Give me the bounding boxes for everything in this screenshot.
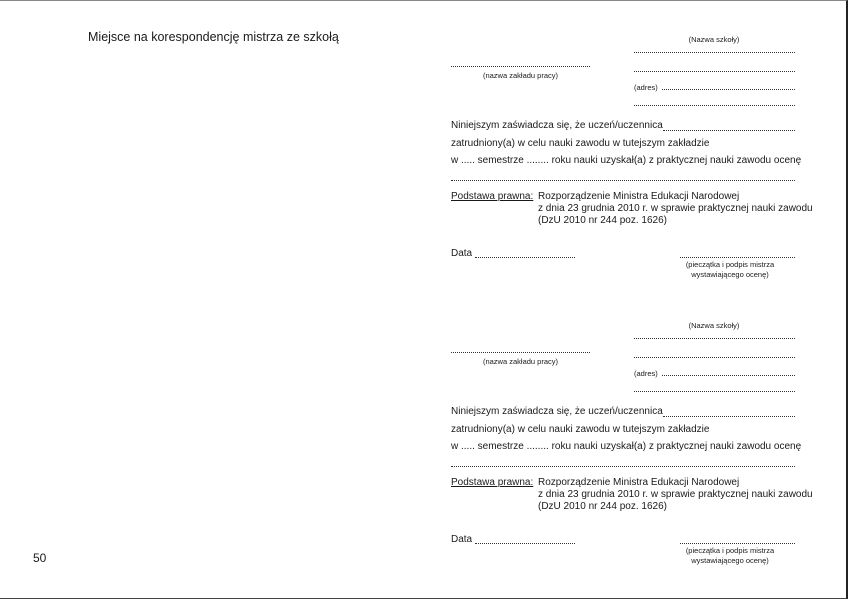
school-name-field[interactable] [634, 338, 795, 339]
address-label: (adres) [634, 83, 658, 92]
certificate-line-2: zatrudniony(a) w celu nauki zawodu w tutejszym zakładzie [451, 138, 710, 149]
address-field[interactable] [662, 375, 795, 376]
workplace-name-field[interactable] [451, 66, 590, 67]
left-page-title: Miejsce na korespondencję mistrza ze szkołą [88, 30, 339, 44]
signature-field[interactable] [680, 543, 795, 544]
workplace-caption: (nazwa zakładu pracy) [482, 357, 559, 366]
legal-text-line: z dnia 23 grudnia 2010 r. w sprawie praktycznej nauki zawodu [538, 489, 813, 500]
workplace-caption: (nazwa zakładu pracy) [482, 71, 559, 80]
certificate-line-2: zatrudniony(a) w celu nauki zawodu w tutejszym zakładzie [451, 424, 710, 435]
date-label: Data [451, 248, 473, 259]
legal-basis-label: Podstawa prawna: [451, 191, 534, 202]
school-name-field-2[interactable] [634, 357, 795, 358]
signature-field[interactable] [680, 257, 795, 258]
workplace-name-field[interactable] [451, 352, 590, 353]
date-label: Data [451, 534, 473, 545]
certificate-line-3: w ..... semestrze ........ roku nauki uzyskał(a) z praktycznej nauki zawodu ocenę [451, 441, 802, 452]
grade-field[interactable] [451, 180, 795, 181]
signature-caption: wystawiającego ocenę) [691, 556, 769, 565]
grade-certificate-form-1 [0, 32, 850, 312]
student-name-field[interactable] [663, 416, 795, 417]
signature-caption: (pieczątka i podpis mistrza [685, 546, 775, 555]
school-name-caption: (Nazwa szkoły) [688, 35, 740, 44]
legal-basis-label: Podstawa prawna: [451, 477, 534, 488]
address-field-2[interactable] [634, 105, 795, 106]
legal-text-line: (DzU 2010 nr 244 poz. 1626) [538, 215, 667, 226]
certificate-line-3: w ..... semestrze ........ roku nauki uzyskał(a) z praktycznej nauki zawodu ocenę [451, 155, 802, 166]
date-field[interactable] [475, 543, 575, 544]
school-name-field[interactable] [634, 52, 795, 53]
school-name-caption: (Nazwa szkoły) [688, 321, 740, 330]
signature-caption: wystawiającego ocenę) [691, 270, 769, 279]
address-label: (adres) [634, 369, 658, 378]
legal-text-line: z dnia 23 grudnia 2010 r. w sprawie praktycznej nauki zawodu [538, 203, 813, 214]
certificate-line-1: Niniejszym zaświadcza się, że uczeń/uczennica [451, 120, 663, 131]
date-field[interactable] [475, 257, 575, 258]
legal-text-line: (DzU 2010 nr 244 poz. 1626) [538, 501, 667, 512]
address-field-2[interactable] [634, 391, 795, 392]
legal-text-line: Rozporządzenie Ministra Edukacji Narodowej [538, 191, 740, 202]
certificate-line-1: Niniejszym zaświadcza się, że uczeń/uczennica [451, 406, 663, 417]
signature-caption: (pieczątka i podpis mistrza [685, 260, 775, 269]
student-name-field[interactable] [663, 130, 795, 131]
page-number: 50 [33, 551, 47, 565]
grade-certificate-form-2 [0, 318, 850, 598]
address-field[interactable] [662, 89, 795, 90]
school-name-field-2[interactable] [634, 71, 795, 72]
legal-text-line: Rozporządzenie Ministra Edukacji Narodowej [538, 477, 740, 488]
grade-field[interactable] [451, 466, 795, 467]
